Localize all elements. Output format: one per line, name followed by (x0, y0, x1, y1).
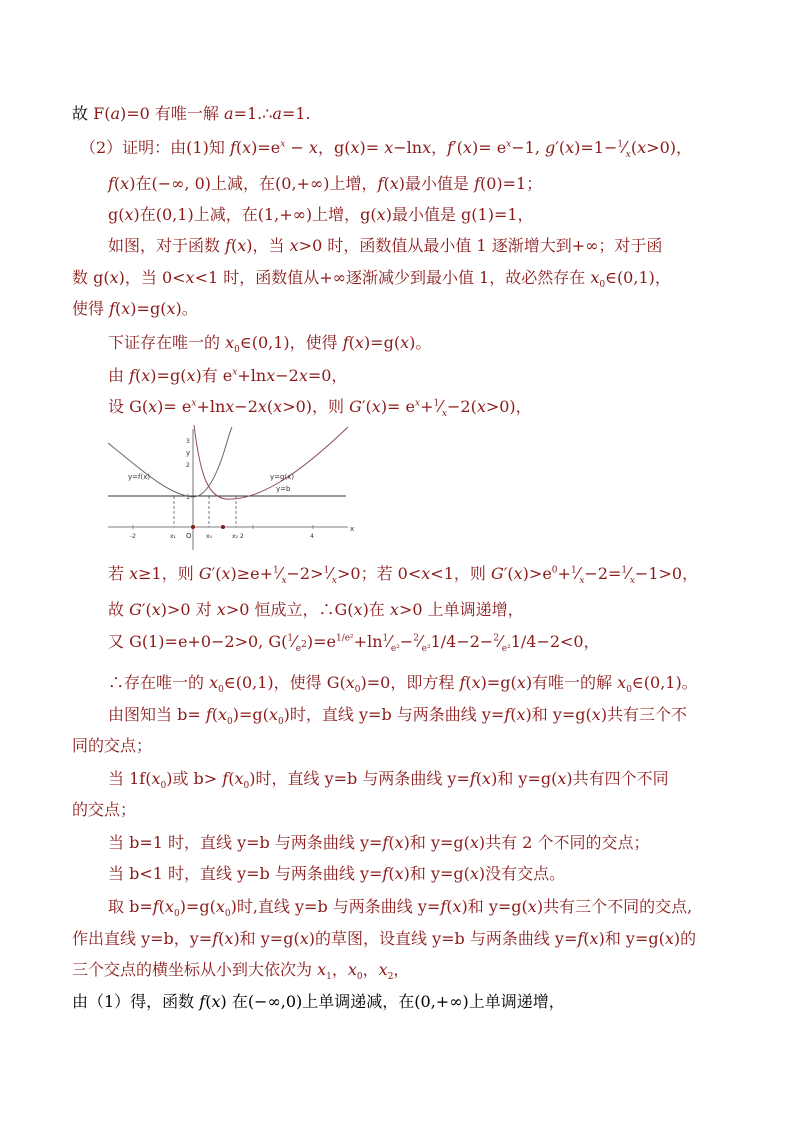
point-origin (191, 525, 195, 529)
text-line-l18: 的交点； (72, 800, 137, 819)
point-one (221, 525, 225, 529)
text-line-l12: 故 G′(x)>0 对 x>0 恒成立，∴G(x)在 x>0 上单调递增， (108, 600, 524, 619)
tick-label-x0: x₀ (206, 533, 212, 540)
text-line-l14: ∴存在唯一的 $x_0\in(0,1)$，使得 $G(x_0)=0$，即方程 f(x)=g(x)有唯一的解 $x_0\in(0,1)$。 (108, 673, 698, 696)
tick-label-x2: x₂ 2 (232, 533, 244, 540)
label-f: y=f(x) (128, 473, 151, 481)
text-line-l10: 设 $G(x)= e^x+\ln x-2x(x>0)$，则 $G'(x)= e^x+^1⁄_x-2(x>0)$， (108, 397, 532, 420)
text-line-l08: 下证存在唯一的 $x_0\in(0,1)$，使得 f(x)=g(x)。 (108, 333, 432, 356)
label-b: y=b (276, 485, 291, 493)
text-line-l13: 又 G(1)=e+0−2>0, $G(^1⁄_{e^2})=e^{1/e^2}+\ln^1⁄_{e^2}-^2⁄_{e^2}1/4-2-^2⁄_{e^2}1/4-2<0$， (108, 632, 600, 655)
tick-label-neg2: -2 (130, 533, 136, 540)
text-line-l22: 作出直线 y=b，y=f(x)和 y=g(x)的草图，设直线 y=b 与两条曲线 y=f(x)和 y=g(x)的 (72, 929, 697, 948)
curve-g (194, 425, 348, 499)
origin-label: O (186, 532, 192, 540)
tick-label-x1: x₁ (170, 533, 176, 540)
label-g: y=g(x) (270, 473, 295, 481)
text-line-l15: 由图知当 $b= f(x_0)=g(x_0)$时，直线 y=b 与两条曲线 y=f(x)和 y=g(x)共有三个不 (108, 705, 688, 728)
text-line-l03: f(x)在(−∞, 0)上减，在(0,+∞)上增，f(x)最小值是 f(0)=1； (108, 174, 543, 193)
text-line-l11: 若 x≥1，则 $G'(x)\ge e+^1⁄_x-2>^1⁄_x>0$；若 0<x<1，则 $G'(x)>e^0+^1⁄_x-2=^1⁄_x-1>0$， (108, 564, 699, 587)
tick-label-4: 4 (310, 533, 314, 540)
function-graph-figure (108, 425, 358, 553)
axis-label-x: x (350, 525, 355, 533)
text-line-l07: 使得 f(x)=g(x)。 (72, 299, 198, 318)
tick-label-y3: 3 (186, 438, 190, 445)
text-line-l02: （2）证明：由(1)知 $f(x)=e^x - x$，g(x)= x−lnx，$f'(x)= e^x-1$, $g'(x)=1-^1⁄_x(x>0)$， (80, 138, 692, 161)
text-line-l05: 如图，对于函数 f(x)，当 x>0 时，函数值从最小值 1 逐渐增大到+∞；对于函 (108, 236, 663, 255)
curve-f (108, 427, 232, 497)
text-line-l24: 由（1）得，函数 f(x) 在(−∞,0)上单调递减，在(0,+∞)上单调递增， (72, 992, 565, 1011)
tick-label-y2: 2 (186, 462, 190, 469)
text-line-l21: 取 $b=f(x_0)=g(x_0)$时,直线 y=b 与两条曲线 y=f(x)和 y=g(x)共有三个不同的交点, (108, 897, 693, 920)
text-line-l16: 同的交点； (72, 736, 153, 755)
text-line-l06: 数 g(x)，当 0<x<1 时，函数值从+∞逐渐减少到最小值 1，故必然存在 $x_0\in(0,1)$， (72, 268, 671, 291)
text-line-l01: 故 F(a)=0 有唯一解 a=1.∴a=1. (72, 104, 311, 123)
text-line-l20: 当 b<1 时，直线 y=b 与两条曲线 y=f(x)和 y=g(x)没有交点。 (108, 864, 566, 883)
text-line-l19: 当 b=1 时，直线 y=b 与两条曲线 y=f(x)和 y=g(x)共有 2 个不同的交点； (108, 833, 650, 852)
text-line-l17: 当 $1f(x_0)$或 $b> f(x_0)$时，直线 y=b 与两条曲线 y=f(x)和 y=g(x)共有四个不同 (108, 769, 669, 792)
text-line-l09: 由 f(x)=g(x)有 $e^x+\ln x-2x=0$， (108, 366, 348, 385)
text-line-l23: 三个交点的横坐标从小到大依次为 $x_1$，$x_0$，$x_2$， (72, 960, 410, 983)
text-line-l04: g(x)在(0,1)上减，在(1,+∞)上增，g(x)最小值是 g(1)=1， (108, 205, 534, 224)
tick-label-y1: 1 (186, 494, 190, 501)
axis-label-y: y (186, 449, 191, 457)
